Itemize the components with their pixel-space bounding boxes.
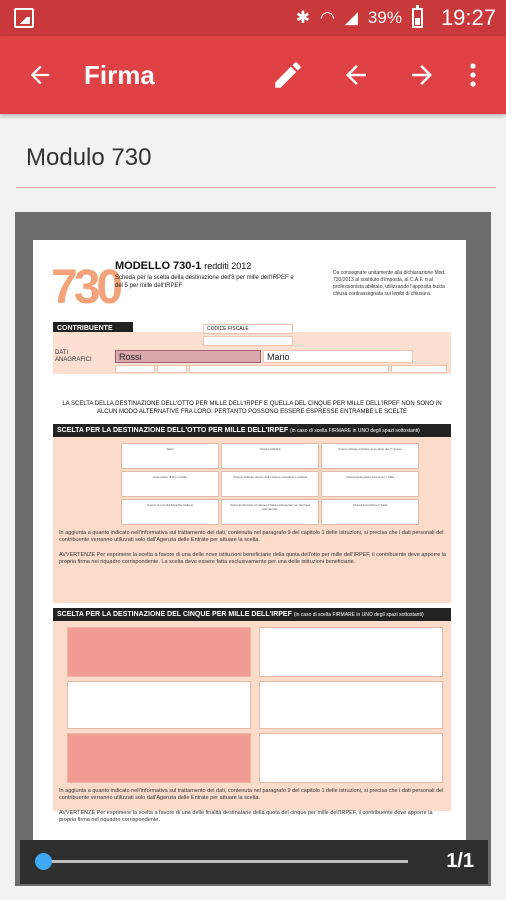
cinque-box-3[interactable] bbox=[67, 681, 251, 729]
provincia-field[interactable] bbox=[391, 365, 447, 373]
page-seekbar[interactable] bbox=[20, 840, 488, 884]
comune-nascita-field[interactable] bbox=[189, 365, 389, 373]
battery-percent: 39% bbox=[367, 8, 402, 27]
pencil-icon bbox=[271, 58, 305, 92]
otto-box-9[interactable]: Chiesa Apostolica in Italia bbox=[321, 499, 419, 525]
cognome-field[interactable]: Rossi bbox=[115, 350, 261, 363]
sesso-field[interactable] bbox=[157, 365, 187, 373]
cinque-avvertenze: AVVERTENZE Per esprimere la scelta a favore di una delle finalità destinatarie della quota del cinque per mille dell'IRPEF, il contribuente deve apporre la propria firma nel riquadro corrispondente. bbox=[59, 810, 433, 823]
bluetooth-icon: ✱ bbox=[295, 8, 310, 27]
sign-button[interactable] bbox=[266, 36, 310, 114]
page-indicator: 1/1 bbox=[446, 850, 474, 872]
form-heading-text: MODELLO 730-1 bbox=[115, 260, 202, 272]
signal-icon: ◢ bbox=[344, 8, 358, 27]
cinque-box-6[interactable] bbox=[259, 733, 443, 783]
codice-fiscale-field[interactable] bbox=[203, 336, 293, 346]
clock: 19:27 bbox=[440, 5, 496, 30]
otto-box-2[interactable]: Chiesa cattolica bbox=[221, 443, 319, 469]
otto-box-1[interactable]: Stato bbox=[121, 443, 219, 469]
form-heading bbox=[115, 260, 251, 272]
otto-info-paragraph: In aggiunta a quanto indicato nell'informativa sul trattamento dei dati, contenuta nel paragrafo 9 del capitolo 1 delle istruzioni, si precisa che i dati personali del contribuente verranno utilizzati solo dall'Agenzia delle Entrate per attuare la scelta. bbox=[59, 530, 444, 543]
seek-track[interactable] bbox=[42, 860, 408, 863]
more-vert-icon bbox=[469, 62, 477, 88]
cinque-title-text: SCELTA PER LA DESTINAZIONE DEL CINQUE PER MILLE DELL'IRPEF bbox=[57, 611, 292, 618]
form-heading-suffix: redditi 2012 bbox=[204, 261, 252, 271]
otto-box-7[interactable]: Unione Comunità Ebraiche Italiane bbox=[121, 499, 219, 525]
cinque-box-2[interactable] bbox=[259, 627, 443, 677]
otto-title-text: SCELTA PER LA DESTINAZIONE DELL'OTTO PER MILLE DELL'IRPEF bbox=[57, 427, 289, 434]
otto-title-suffix: (in caso di scelta FIRMARE in UNO degli spazi sottostanti) bbox=[290, 428, 420, 434]
cinque-per-mille-title bbox=[53, 608, 451, 621]
status-bar bbox=[0, 0, 506, 36]
title-divider bbox=[16, 187, 496, 188]
cinque-per-mille-area bbox=[53, 621, 451, 811]
otto-avvertenze: AVVERTENZE Per esprimere la scelta a favore di una delle nove istituzioni beneficiarie della quota dell'otto per mille dell'IRPEF, il contribuente deve apporre la propria firma nel riquadro corrispondente. La scelta deve essere fatta esclusivamente per una delle istituzioni beneficiarie. bbox=[59, 552, 447, 565]
otto-box-5[interactable]: Chiesa Valdese unione delle chiese metodiste e valdesi bbox=[221, 471, 319, 497]
otto-per-mille-area bbox=[53, 437, 451, 603]
cinque-title-suffix: (in caso di scelta FIRMARE in UNO degli spazi sottostanti) bbox=[293, 612, 424, 618]
contribuente-label: CONTRIBUENTE bbox=[53, 322, 133, 335]
otto-box-3[interactable]: Unione Chiese cristiane avventiste del 7° giorno bbox=[321, 443, 419, 469]
cinque-box-4[interactable] bbox=[259, 681, 443, 729]
cinque-info-paragraph: In aggiunta a quanto indicato nell'informativa sul trattamento dei dati, contenuta nel paragrafo 9 del capitolo 1 delle istruzioni, si precisa che i dati personali del contribuente verranno utilizzati solo dall'Agenzia delle Entrate per attuare la scelta. bbox=[59, 788, 444, 801]
form-subheading: Scheda per la scelta della destinazione dell'8 per mille dell'IRPEF e del 5 per mille dell'IRPEF bbox=[115, 275, 294, 289]
codice-fiscale-label: CODICE FISCALE bbox=[203, 324, 293, 334]
back-button[interactable] bbox=[20, 36, 60, 114]
form-logo: 730 bbox=[51, 261, 120, 314]
data-nascita-field[interactable] bbox=[115, 365, 155, 373]
battery-icon bbox=[412, 8, 423, 28]
document-title: Modulo 730 bbox=[26, 144, 152, 171]
notice-text: LA SCELTA DELLA DESTINAZIONE DELL'OTTO PER MILLE DELL'IRPEF E QUELLA DEL CINQUE PER MILLE DELL'IRPEF NON SONO IN ALCUN MODO ALTERNATIVE FRA LORO. PERTANTO POSSONO ESSERE ESPRESSE ENTRAMBE LE SCELTE bbox=[62, 401, 442, 415]
otto-box-6[interactable]: Chiesa Evangelica Luterana in Italia bbox=[321, 471, 419, 497]
pdf-viewer[interactable] bbox=[15, 212, 491, 886]
cinque-box-1[interactable] bbox=[67, 627, 251, 677]
nome-field[interactable]: Mario bbox=[263, 350, 413, 363]
overflow-menu-button[interactable] bbox=[460, 36, 486, 114]
app-bar bbox=[0, 36, 506, 114]
otto-per-mille-title bbox=[53, 424, 451, 437]
cinque-box-5[interactable] bbox=[67, 733, 251, 783]
form-side-note: Da consegnare unitamente alla dichiarazione Mod. 730/2013 al sostituto d'imposta, al C.A.F. o al professionista abilitato, utilizzando l'apposita busta chiusa contrassegnata sui lembi di chiusura. bbox=[333, 270, 446, 297]
otto-box-8[interactable]: Sacra arcidiocesi ortodossa d'Italia ed Esarcato per l'Europa Meridionale bbox=[221, 499, 319, 525]
arrow-right-icon bbox=[407, 60, 437, 90]
status-icons bbox=[296, 0, 496, 36]
wifi-icon: ◠ bbox=[319, 8, 335, 27]
otto-box-4[interactable]: Assemblee di Dio in Italia bbox=[121, 471, 219, 497]
app-title: Firma bbox=[84, 60, 155, 90]
arrow-back-icon bbox=[26, 61, 54, 89]
previous-button[interactable] bbox=[334, 36, 378, 114]
gallery-icon bbox=[14, 8, 34, 28]
seek-thumb[interactable] bbox=[35, 853, 52, 870]
arrow-left-icon bbox=[341, 60, 371, 90]
next-button[interactable] bbox=[400, 36, 444, 114]
dati-anagrafici-label: DATI ANAGRAFICI bbox=[55, 350, 92, 363]
pdf-page[interactable] bbox=[33, 240, 466, 840]
